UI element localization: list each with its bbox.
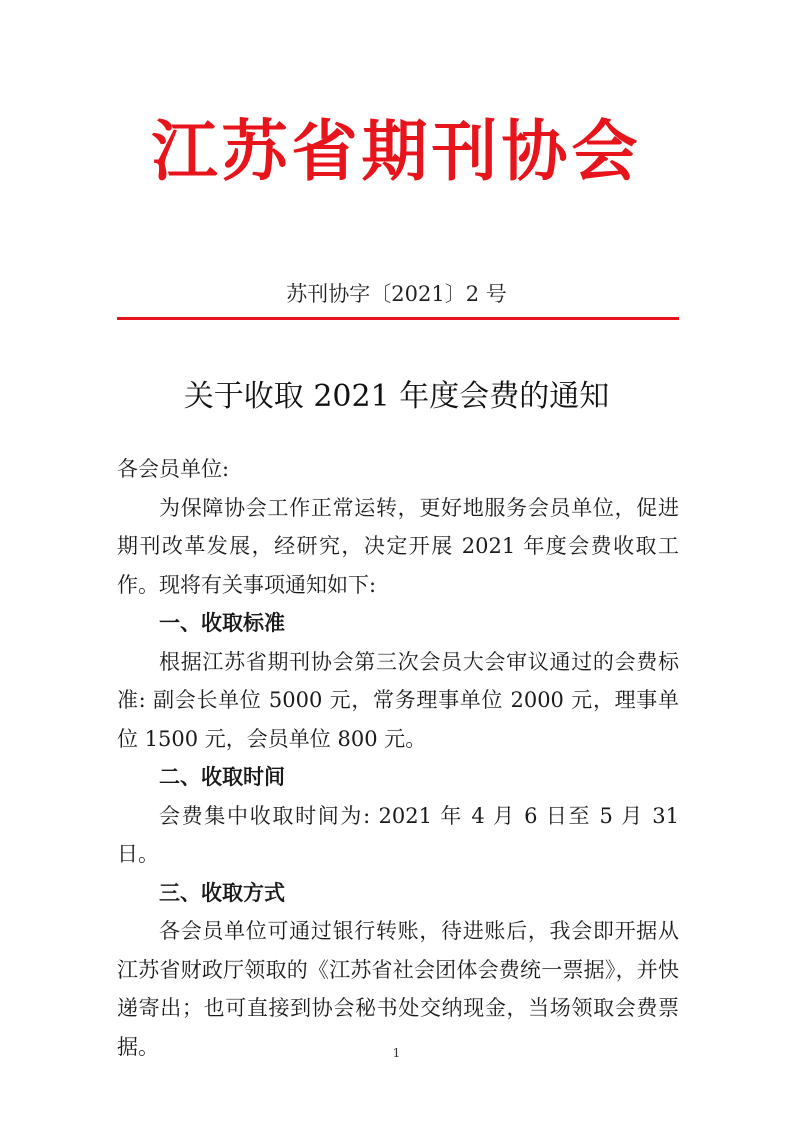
red-divider-line bbox=[117, 317, 679, 320]
notice-body bbox=[117, 450, 679, 1066]
document-number: 苏刊协字〔2021〕2 号 bbox=[286, 282, 507, 306]
salutation: 各会员单位: bbox=[117, 457, 230, 481]
section-paragraph: 根据江苏省期刊协会第三次会员大会审议通过的会费标准: 副会长单位 5000 元，常务理事单位 2000 元，理事单位 1500 元，会员单位 800 元。 bbox=[117, 649, 679, 751]
section-heading: 三、收取方式 bbox=[159, 880, 285, 905]
section-paragraph: 会费集中收取时间为: 2021 年 4 月 6 日至 5 月 31 日。 bbox=[117, 803, 679, 866]
section-heading: 一、收取标准 bbox=[159, 611, 285, 635]
notice-title: 关于收取 2021 年度会费的通知 bbox=[183, 379, 610, 414]
intro-paragraph: 为保障协会工作正常运转，更好地服务会员单位，促进期刊改革发展，经研究，决定开展 2021 年度会费收取工作。现将有关事项通知如下: bbox=[117, 495, 679, 597]
masthead-org-name: 江苏省期刊协会 bbox=[151, 113, 642, 190]
section-paragraph: 各会员单位可通过银行转账，待进账后，我会即开据从江苏省财政厅领取的《江苏省社会团体会费统一票据》，并快递寄出；也可直接到协会秘书处交纳现金，当场领取会费票据。 bbox=[117, 919, 679, 1059]
page-number: 1 bbox=[392, 1046, 401, 1060]
section-heading: 二、收取时间 bbox=[159, 765, 285, 789]
